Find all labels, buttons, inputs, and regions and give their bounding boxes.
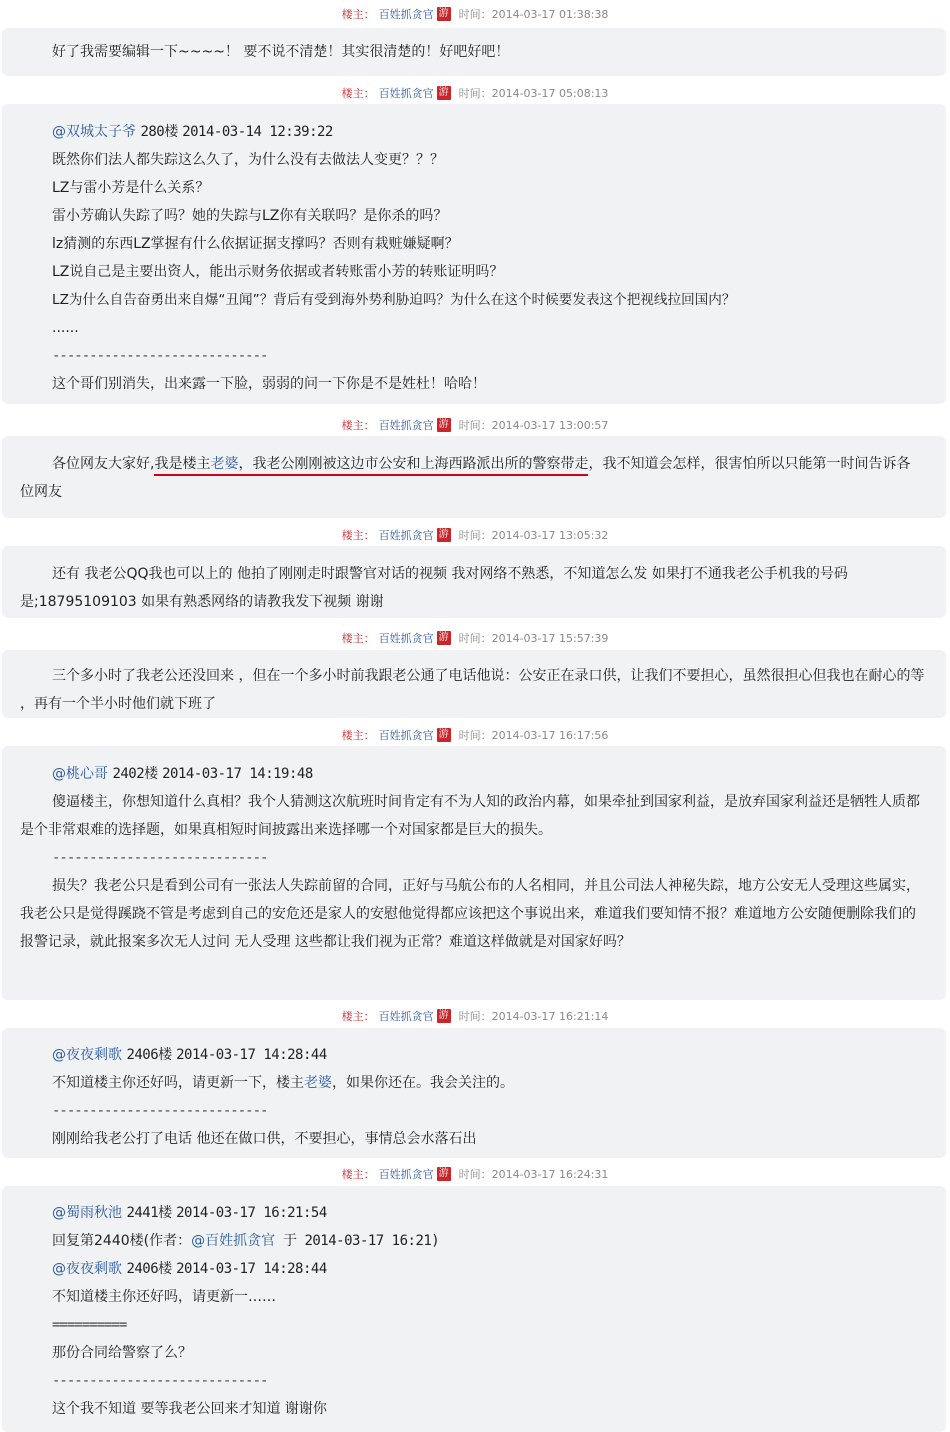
- quote-header: [52, 1041, 946, 1069]
- author-link[interactable]: 百姓抓贪官: [378, 529, 434, 542]
- quote-user-link[interactable]: @蜀雨秋池: [52, 1205, 122, 1221]
- quote-header: [52, 118, 946, 146]
- louzhu-label: 楼主：: [341, 1010, 375, 1023]
- post-body: [2, 1028, 946, 1158]
- louzhu-label: 楼主：: [341, 1168, 375, 1181]
- divider-line: -----------------------------: [52, 850, 268, 866]
- post-text: ，我老公刚刚被这边市公安和上海西路派出所的警察带走: [238, 456, 589, 472]
- visitor-badge-icon: 游: [438, 419, 449, 430]
- post-meta-bar: [0, 627, 950, 649]
- post-body: [2, 104, 946, 404]
- quote-text: 傻逼楼主，你想知道什么真相？我个人猜测这次航班时间肯定有不为人知的政治内幕，如果牵扯到国家利益，是放弃国家利益还是牺牲人质都是个非常艰难的选择题，如果真相短时间披露出来选择哪一个对国家都是巨大的损失。: [20, 794, 920, 838]
- quote-user-link[interactable]: @双城太子爷: [52, 124, 136, 140]
- time-label: 时间：: [458, 87, 492, 100]
- post-time: 2014-03-17 15:57:39: [491, 631, 609, 645]
- post-body: [2, 1186, 946, 1432]
- post-line: [20, 450, 924, 506]
- post-text: 各位网友大家好,: [52, 456, 155, 472]
- quote-text: [52, 1069, 946, 1097]
- post-text: 回复第2440楼(作者：: [52, 1233, 192, 1249]
- reply-text: 刚刚给我老公打了电话 他还在做口供，不要担心，事情总会水落石出: [52, 1131, 477, 1147]
- post-text: 于 2014-03-17 16:21): [275, 1233, 440, 1249]
- louzhu-label: 楼主：: [341, 8, 375, 21]
- post-time: 2014-03-17 13:00:57: [491, 418, 609, 432]
- post-line: lz猜测的东西LZ掌握有什么依据证据支撑吗？否则有栽赃嫌疑啊？: [52, 236, 459, 252]
- quote-floor: 2406楼: [126, 1261, 172, 1277]
- post-line: LZ为什么自告奋勇出来自爆“丑闻”？背后有受到海外势利胁迫吗？为什么在这个时候要发表这个把视线拉回国内？: [52, 292, 736, 308]
- post-text: 我是楼主: [154, 456, 211, 472]
- louzhu-label: 楼主：: [341, 419, 375, 432]
- visitor-badge-icon: 游: [438, 632, 449, 643]
- post-time: 2014-03-17 16:17:56: [491, 728, 609, 742]
- quote-text: 不知道楼主你还好吗，请更新一……: [52, 1289, 276, 1305]
- author-link[interactable]: 百姓抓贪官: [378, 87, 434, 100]
- post-meta-bar: [0, 82, 950, 104]
- post-line: LZ说自己是主要出资人，能出示财务依据或者转账雷小芳的转账证明吗？: [52, 264, 504, 280]
- reply-text: 损失？我老公只是看到公司有一张法人失踪前留的合同，正好与马航公布的人名相同，并且公司法人神秘失踪，地方公安无人受理这些属实，我老公只是觉得蹊跷不管是考虑到自己的安危还是家人的安慰他觉得都应该把这个事说出来，难道我们要知情不报？难道地方公安随便删除我们的报警记录，就此报案多次无人过问 无人受理 这些都让我们视为正常？难道这样做就是对国家好吗？: [20, 878, 920, 950]
- post-line: ......: [52, 320, 79, 336]
- time-label: 时间：: [458, 419, 492, 432]
- divider-line: ==========: [52, 1317, 127, 1333]
- post-text: ，如果你还在。我会关注的。: [332, 1075, 514, 1091]
- quote-user-link[interactable]: @夜夜剩歌: [52, 1261, 122, 1277]
- post-meta-bar: [0, 524, 950, 546]
- post-body: [2, 436, 946, 518]
- quote-header: [52, 1199, 946, 1227]
- visitor-badge-icon: 游: [438, 8, 449, 19]
- post-text: 不知道楼主你还好吗，请更新一下，楼主: [52, 1075, 304, 1091]
- time-label: 时间：: [458, 729, 492, 742]
- post-meta-bar: [0, 414, 950, 436]
- reply-text: 这个我不知道 要等我老公回来才知道 谢谢你: [52, 1401, 327, 1417]
- author-link[interactable]: 百姓抓贪官: [378, 729, 434, 742]
- quote-header: [52, 1255, 946, 1283]
- post-body: [2, 546, 946, 618]
- author-link[interactable]: 百姓抓贪官: [378, 632, 434, 645]
- post-line: 这个哥们别消失，出来露一下脸，弱弱的问一下你是不是姓杜！哈哈！: [52, 376, 486, 392]
- visitor-badge-icon: 游: [438, 87, 449, 98]
- post-line: 雷小芳确认失踪了吗？她的失踪与LZ你有关联吗？是你杀的吗？: [52, 208, 448, 224]
- time-label: 时间：: [458, 1010, 492, 1023]
- quote-user-link[interactable]: @夜夜剩歌: [52, 1047, 122, 1063]
- quote-header: [20, 760, 928, 788]
- quote-floor: 2441楼: [126, 1205, 172, 1221]
- divider-line: -----------------------------: [52, 1103, 268, 1119]
- quote-time: 2014-03-17 16:21:54: [176, 1205, 327, 1221]
- post-time: 2014-03-17 13:05:32: [491, 528, 609, 542]
- reply-to-user-link[interactable]: @百姓抓贪官: [191, 1233, 276, 1249]
- quote-floor: 280楼: [140, 124, 178, 140]
- quote-user-link[interactable]: @桃心哥: [52, 766, 108, 782]
- reply-to-line: [52, 1227, 946, 1255]
- post-body: [2, 28, 946, 76]
- post-line: LZ与雷小芳是什么关系？: [52, 180, 210, 196]
- post-meta-bar: [0, 724, 950, 746]
- visitor-badge-icon: 游: [438, 529, 449, 540]
- keyword-link[interactable]: 老婆: [304, 1075, 332, 1091]
- post-meta-bar: [0, 1163, 950, 1185]
- post-line: 好了我需要编辑一下~~~~！ 要不说不清楚！其实很清楚的！好吧好吧！: [52, 44, 510, 60]
- post-meta-bar: [0, 1005, 950, 1027]
- post-time: 2014-03-17 16:21:14: [491, 1009, 609, 1023]
- divider-line: -----------------------------: [52, 348, 268, 364]
- quote-time: 2014-03-17 14:28:44: [176, 1047, 327, 1063]
- quote-time: 2014-03-17 14:19:48: [162, 766, 313, 782]
- louzhu-label: 楼主：: [341, 729, 375, 742]
- visitor-badge-icon: 游: [438, 1168, 449, 1179]
- quote-time: 2014-03-14 12:39:22: [182, 124, 333, 140]
- time-label: 时间：: [458, 632, 492, 645]
- post-time: 2014-03-17 16:24:31: [491, 1167, 609, 1181]
- divider-line: -----------------------------: [52, 1373, 268, 1389]
- quote-floor: 2402楼: [112, 766, 158, 782]
- time-label: 时间：: [458, 8, 492, 21]
- post-text: ，我不知道会怎样，很害怕所以只能第一时间告诉各位网友: [20, 456, 911, 500]
- visitor-badge-icon: 游: [438, 1010, 449, 1021]
- post-time: 2014-03-17 05:08:13: [491, 86, 609, 100]
- keyword-link[interactable]: 老婆: [210, 456, 239, 472]
- post-body: [2, 746, 946, 1000]
- louzhu-label: 楼主：: [341, 632, 375, 645]
- post-line: 三个多小时了我老公还没回来 ，但在一个多小时前我跟老公通了电话他说：公安正在录口供，让我们不要担心，虽然很担心但我也在耐心的等 ，再有一个半小时他们就下班了: [20, 668, 925, 712]
- author-link[interactable]: 百姓抓贪官: [378, 8, 434, 21]
- quote-text: 那份合同给警察了么？: [52, 1345, 192, 1361]
- quote-time: 2014-03-17 14:28:44: [176, 1261, 327, 1277]
- post-body: [2, 650, 946, 718]
- louzhu-label: 楼主：: [341, 529, 375, 542]
- author-link[interactable]: 百姓抓贪官: [378, 1168, 434, 1181]
- author-link[interactable]: 百姓抓贪官: [378, 1010, 434, 1023]
- author-link[interactable]: 百姓抓贪官: [378, 419, 434, 432]
- post-line: 既然你们法人都失踪这么久了，为什么没有去做法人变更？？？: [52, 152, 444, 168]
- highlighted-text: [154, 456, 588, 476]
- post-time: 2014-03-17 01:38:38: [491, 7, 609, 21]
- post-line: 还有 我老公QQ我也可以上的 他拍了刚刚走时跟警官对话的视频 我对网络不熟悉，不知道怎么发 如果打不通我老公手机我的号码是;18795109103 如果有熟悉网络的请教我发下视频 谢谢: [20, 566, 848, 610]
- post-meta-bar: [0, 3, 950, 25]
- time-label: 时间：: [458, 1168, 492, 1181]
- time-label: 时间：: [458, 529, 492, 542]
- quote-floor: 2406楼: [126, 1047, 172, 1063]
- louzhu-label: 楼主：: [341, 87, 375, 100]
- visitor-badge-icon: 游: [438, 729, 449, 740]
